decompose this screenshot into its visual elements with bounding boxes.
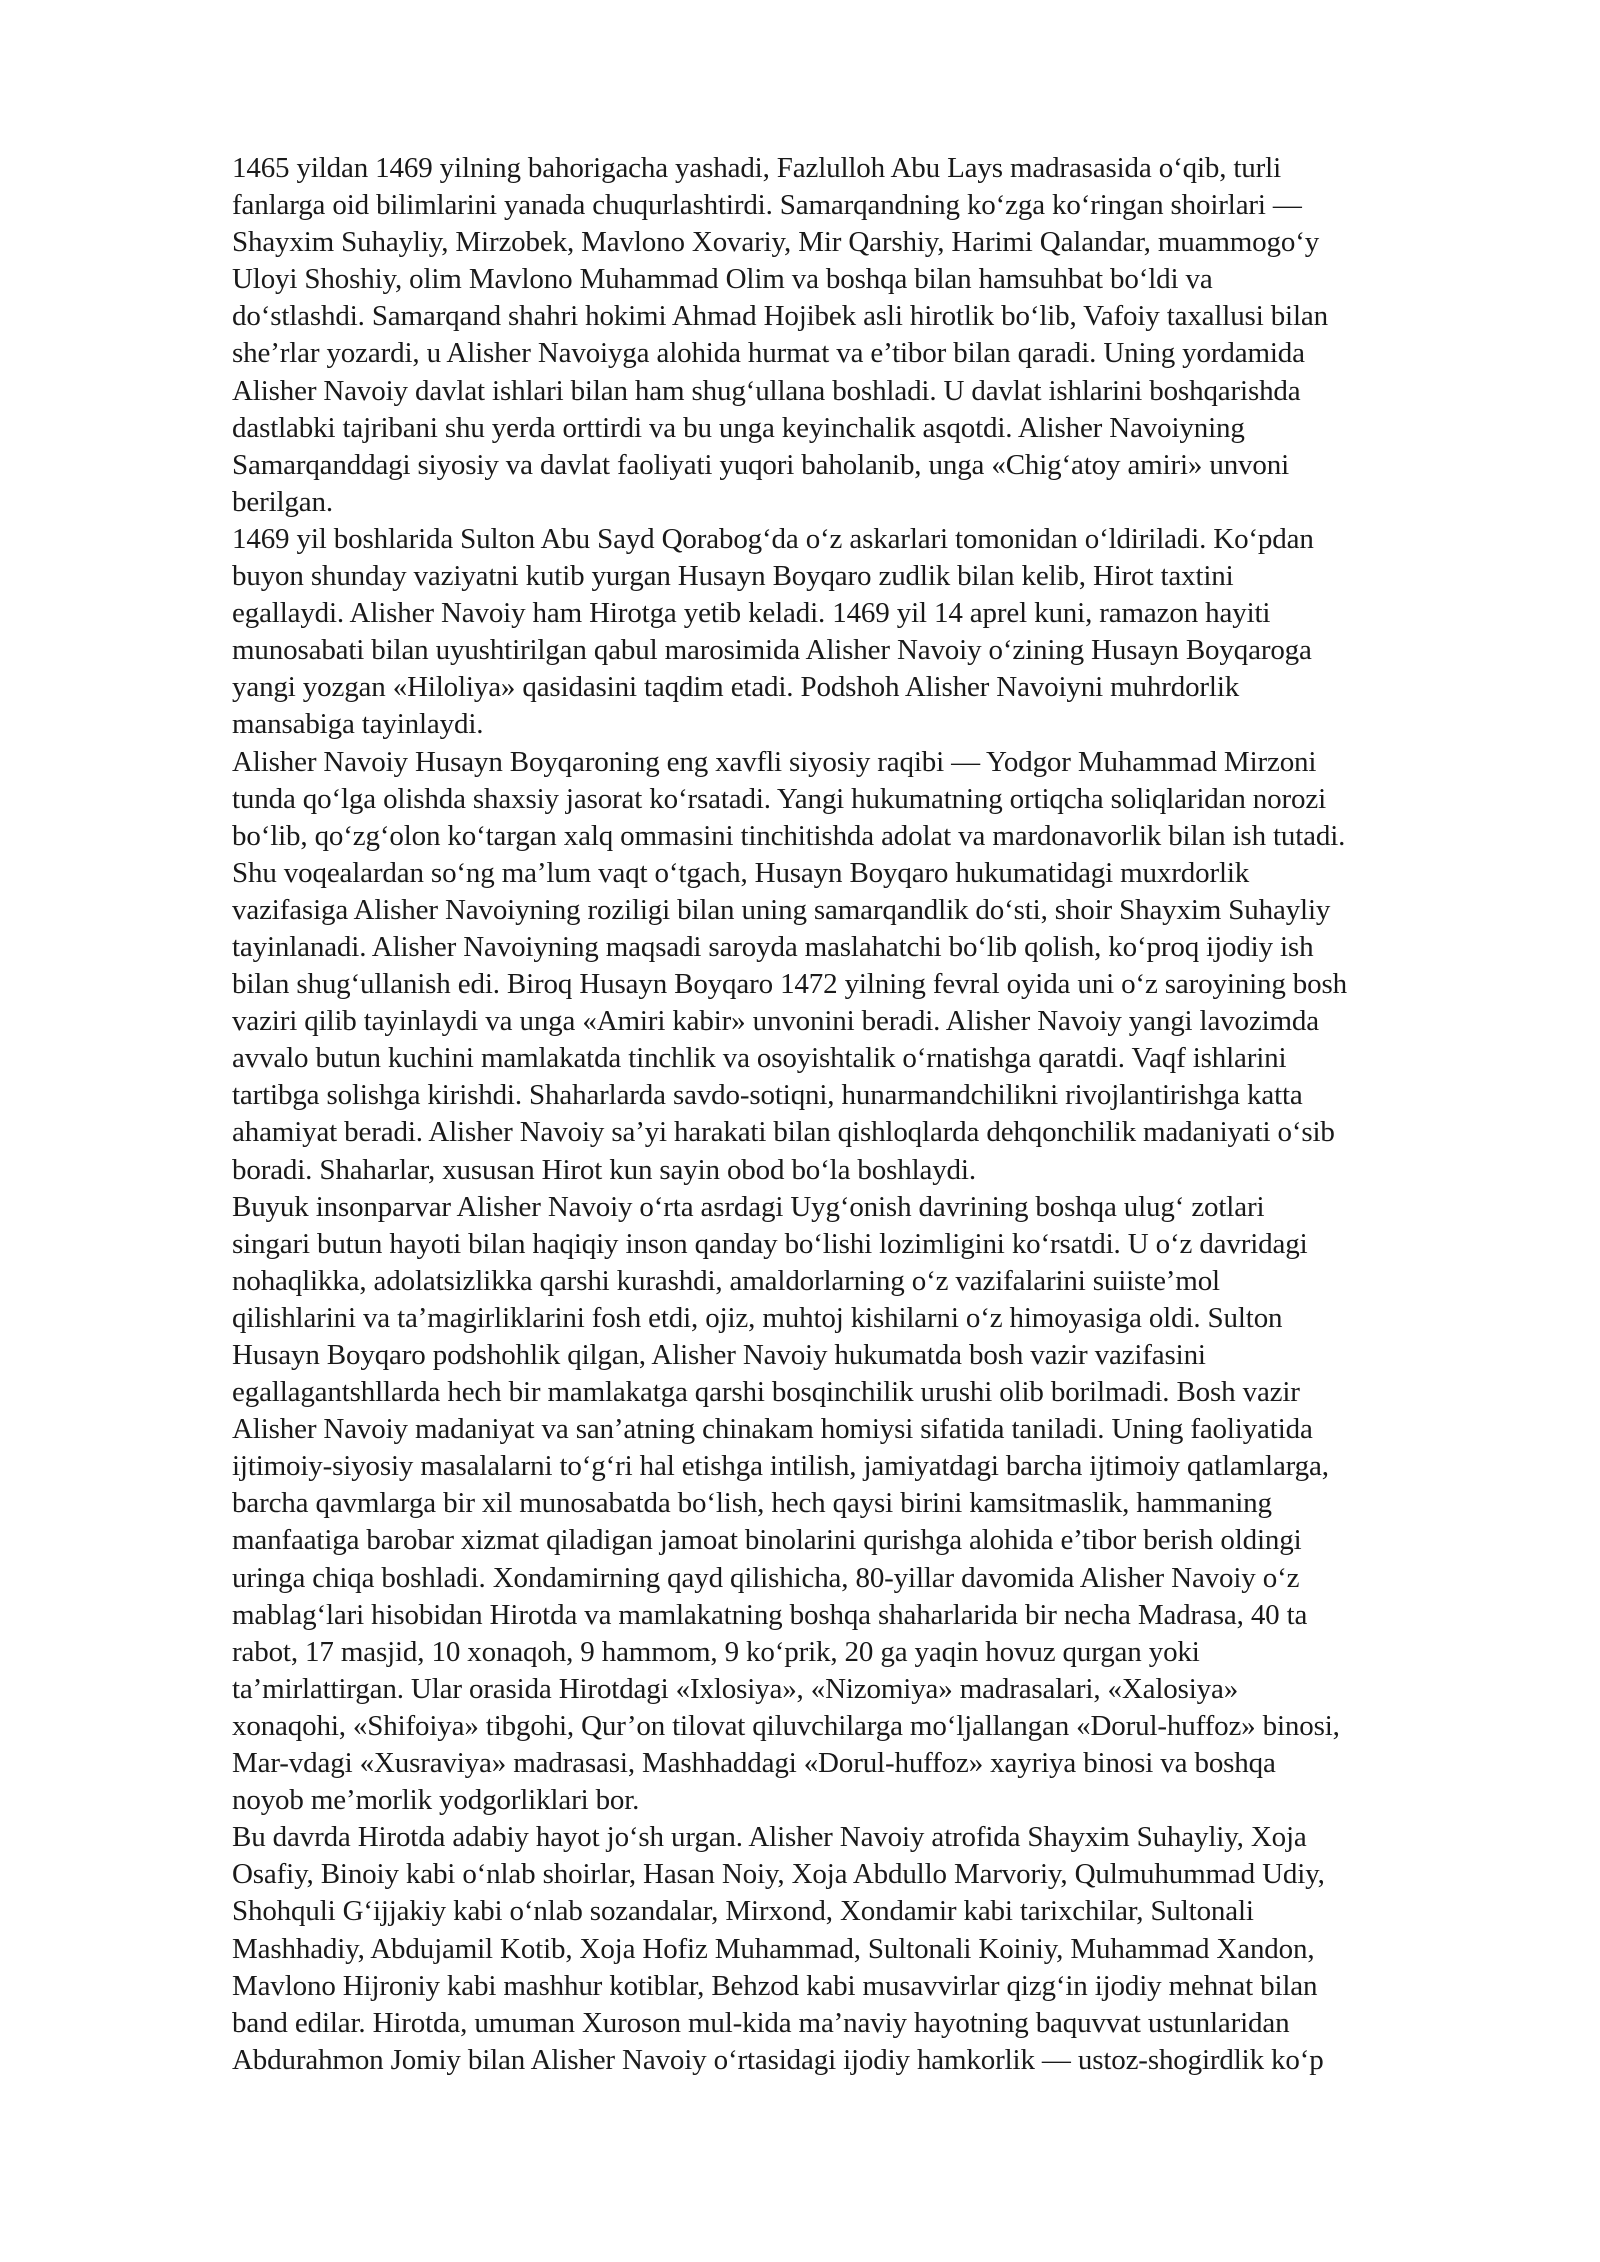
paragraph-hirot-return: 1469 yil boshlarida Sulton Abu Sayd Qorabog‘da o‘z askarlari tomonidan o‘ldiriladi. Ko‘pdan buyon shunday vaziyatni kutib yurgan Husayn Boyqaro zudlik bilan kelib, Hirot taxtini egallaydi. Alisher Navoiy ham Hirotga yetib keladi. 1469 yil 14 aprel kuni, ramazon hayiti munosabati bilan uyushtirilgan qabul marosimida Alisher Navoiy o‘zining Husayn Boyqaroga yangi yozgan «Hiloliya» qasidasini taqdim etadi. Podshoh Alisher Navoiyni muhrdorlik mansabiga tayinlaydi. — [232, 522, 1314, 741]
paragraph-samarqand-years: 1465 yildan 1469 yilning bahorigacha yashadi, Fazlulloh Abu Lays madrasasida o‘qib, turli fanlarga oid bilimlarini yanada chuqurlashtirdi. Samarqandning ko‘zga ko‘ringan shoirlari — Shayxim Suhayliy, Mirzobek, Mavlono Xovariy, Mir Qarshiy, Harimi Qalandar, muammogo‘y Uloyi Shoshiy, olim Mavlono Muhammad Olim va boshqa bilan hamsuhbat bo‘ldi va do‘stlashdi. Samarqand shahri hokimi Ahmad Hojibek asli hirotlik bo‘lib, Vafoiy taxallusi bilan she’rlar yozardi, u Alisher Navoiyga alohida hurmat va e’tibor bilan qaradi. Uning yordamida Alisher Navoiy davlat ishlari bilan ham shug‘ullana boshladi. U davlat ishlarini boshqarishda dastlabki tajribani shu yerda orttirdi va bu unga keyinchalik asqotdi. Alisher Navoiyning Samarqanddagi siyosiy va davlat faoliyati yuqori baholanib, unga «Chig‘atoy amiri» unvoni berilgan. — [232, 152, 1328, 518]
paragraph-humanist-patron: Buyuk insonparvar Alisher Navoiy o‘rta asrdagi Uyg‘onish davrining boshqa ulug‘ zotlari singari butun hayoti bilan haqiqiy inson qanday bo‘lishi lozimligini ko‘rsatdi. U o‘z davridagi nohaqlikka, adolatsizlikka qarshi kurashdi, amaldorlarning o‘z vazifalarini suiiste’mol qilishlarini va ta’magirliklarini fosh etdi, ojiz, muhtoj kishilarni o‘z himoyasiga oldi. Sulton Husayn Boyqaro podshohlik qilgan, Alisher Navoiy hukumatda bosh vazir vazifasini egallagantshllarda hech bir mamlakatga qarshi bosqinchilik urushi olib borilmadi. Bosh vazir Alisher Navoiy madaniyat va san’atning chinakam homiysi sifatida taniladi. Uning faoliyatida ijtimoiy-siyosiy masalalarni to‘g‘ri hal etishga intilish, jamiyatdagi barcha ijtimoiy qatlamlarga, barcha qavmlarga bir xil munosabatda bo‘lish, hech qaysi birini kamsitmaslik, hammaning manfaatiga barobar xizmat qiladigan jamoat binolarini qurishga alohida e’tibor berish oldingi uringa chiqa boshladi. Xondamirning qayd qilishicha, 80-yillar davomida Alisher Navoiy o‘z mablag‘lari hisobidan Hirotda va mamlakatning boshqa shaharlarida bir necha Madrasa, 40 ta rabot, 17 masjid, 10 xonaqoh, 9 hammom, 9 ko‘prik, 20 ga yaqin hovuz qurgan yoki ta’mirlattirgan. Ular orasida Hirotdagi «Ixlosiya», «Nizomiya» madrasalari, «Xalosiya» xonaqohi, «Shifoiya» tibgohi, Qur’on tilovat qiluvchilarga mo‘ljallangan «Dorul-huffoz» binosi, Mar-vdagi «Xusraviya» madrasasi, Mashhaddagi «Dorul-huffoz» xayriya binosi va boshqa noyob me’morlik yodgorliklari bor. — [232, 1190, 1340, 1817]
paragraph-vizier-service: Alisher Navoiy Husayn Boyqaroning eng xavfli siyosiy raqibi — Yodgor Muhammad Mirzoni tunda qo‘lga olishda shaxsiy jasorat ko‘rsatadi. Yangi hukumatning ortiqcha soliqlaridan norozi bo‘lib, qo‘zg‘olon ko‘targan xalq ommasini tinchitishda adolat va mardonavorlik bilan ish tutadi. Shu voqealardan so‘ng ma’lum vaqt o‘tgach, Husayn Boyqaro hukumatidagi muxrdorlik vazifasiga Alisher Navoiyning roziligi bilan uning samarqandlik do‘sti, shoir Shayxim Suhayliy tayinlanadi. Alisher Navoiyning maqsadi saroyda maslahatchi bo‘lib qolish, ko‘proq ijodiy ish bilan shug‘ullanish edi. Biroq Husayn Boyqaro 1472 yilning fevral oyida uni o‘z saroyining bosh vaziri qilib tayinlaydi va unga «Amiri kabir» unvonini beradi. Alisher Navoiy yangi lavozimda avvalo butun kuchini mamlakatda tinchlik va osoyishtalik o‘rnatishga qaratdi. Vaqf ishlarini tartibga solishga kirishdi. Shaharlarda savdo-sotiqni, hunarmandchilikni rivojlantirishga katta ahamiyat beradi. Alisher Navoiy sa’yi harakati bilan qishloqlarda dehqonchilik madaniyati o‘sib boradi. Shaharlar, xususan Hirot kun sayin obod bo‘la boshlaydi. — [232, 745, 1347, 1186]
paragraph-literary-life: Bu davrda Hirotda adabiy hayot jo‘sh urgan. Alisher Navoiy atrofida Shayxim Suhayliy, Xoja Osafiy, Binoiy kabi o‘nlab shoirlar, Hasan Noiy, Xoja Abdullo Marvoriy, Qulmuhummad Udiy, Shohquli G‘ijjakiy kabi o‘nlab sozandalar, Mirxond, Xondamir kabi tarixchilar, Sultonali Mashhadiy, Abdujamil Kotib, Xoja Hofiz Muhammad, Sultonali Koiniy, Muhammad Xandon, Mavlono Hijroniy kabi mashhur kotiblar, Behzod kabi musavvirlar qizg‘in ijodiy mehnat bilan band edilar. Hirotda, umuman Xuroson mul-kida ma’naviy hayotning baquvvat ustunlaridan Abdurahmon Jomiy bilan Alisher Navoiy o‘rtasidagi ijodiy hamkorlik — ustoz-shogirdlik ko‘p — [232, 1821, 1325, 2076]
document-body — [232, 150, 1522, 2079]
